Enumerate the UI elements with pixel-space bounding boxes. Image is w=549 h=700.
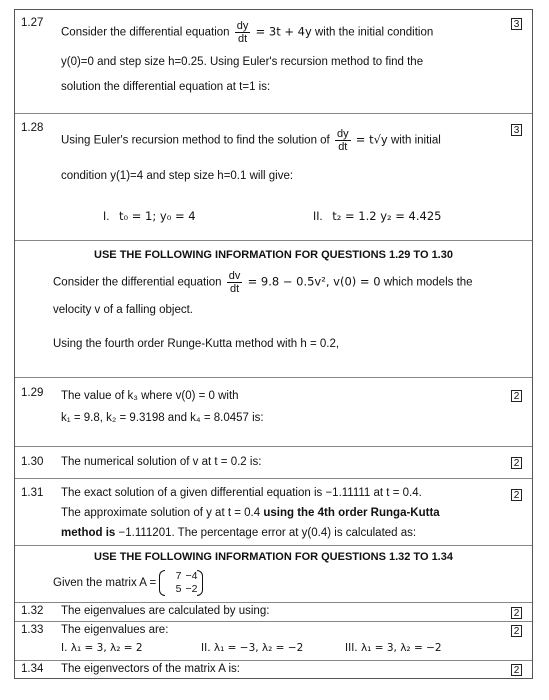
fraction-numerator: dy [336, 128, 349, 140]
question-1-33 [15, 622, 532, 661]
marks-box: 3 [511, 18, 522, 30]
info-line: Using the fourth order Runge-Kutta method with h = 0.2, [53, 338, 340, 350]
matrix-cell: 5 [175, 583, 182, 595]
info-block-1-29-1-30 [15, 241, 532, 378]
question-line: solution the differential equation at t=1 is: [61, 81, 271, 93]
question-number: 1.27 [21, 17, 44, 29]
matrix-a [159, 570, 203, 596]
option-label: I. [103, 211, 110, 223]
question-table [14, 9, 533, 679]
question-text: Using Euler's recursion method to find the solution of [61, 134, 330, 147]
question-line [61, 20, 433, 45]
question-1-27 [15, 10, 532, 114]
marks-box: 2 [511, 390, 522, 402]
question-text: with initial [390, 134, 441, 147]
info-text: Given the matrix A = [53, 577, 157, 590]
question-line: The eigenvalues are calculated by using: [61, 605, 270, 617]
info-text: Consider the differential equation [53, 276, 222, 289]
marks-box: 2 [511, 607, 522, 619]
derivative-fraction [335, 128, 351, 153]
info-line [53, 270, 473, 295]
equation-rhs: = 9.8 − 0.5v², v(0) = 0 [247, 274, 381, 289]
info-line: velocity v of a falling object. [53, 304, 193, 316]
question-1-28 [15, 114, 532, 241]
question-line [61, 527, 416, 539]
question-text: with the initial condition [315, 26, 434, 39]
option-2 [313, 209, 441, 223]
matrix-cell: 7 [175, 570, 182, 582]
option-1 [103, 209, 196, 223]
option-label: II. [313, 211, 323, 223]
info-header: USE THE FOLLOWING INFORMATION FOR QUESTIONS 1.32 TO 1.34 [94, 551, 453, 563]
fraction-denominator: dt [238, 33, 248, 45]
option-2: II. λ₁ = −3, λ₂ = −2 [201, 642, 304, 654]
option-text: t₂ = 1.2 y₂ = 4.425 [332, 209, 442, 223]
matrix-cell: −2 [185, 583, 198, 595]
question-number: 1.28 [21, 122, 44, 134]
question-line: The eigenvectors of the matrix A is: [61, 663, 240, 675]
fraction-numerator: dv [228, 270, 241, 282]
question-1-32 [15, 603, 532, 622]
question-line: The numerical solution of v at t = 0.2 is: [61, 456, 262, 468]
option-1: I. λ₁ = 3, λ₂ = 2 [61, 642, 143, 654]
question-text-bold: method is [61, 527, 116, 539]
question-number: 1.32 [21, 605, 44, 617]
question-1-31 [15, 479, 532, 546]
fraction-denominator: dt [338, 141, 348, 153]
question-text-bold: using the 4th order Runga-Kutta [263, 507, 440, 519]
question-line: The eigenvalues are: [61, 624, 169, 636]
fraction-numerator: dy [236, 20, 249, 32]
option-3: III. λ₁ = 3, λ₂ = −2 [345, 642, 442, 654]
question-1-34 [15, 661, 532, 678]
info-header: USE THE FOLLOWING INFORMATION FOR QUESTIONS 1.29 TO 1.30 [94, 249, 453, 261]
question-line: The exact solution of a given differential equation is −1.11111 at t = 0.4. [61, 487, 422, 499]
marks-box: 3 [511, 124, 522, 136]
question-line: The value of k₃ where v(0) = 0 with [61, 390, 239, 402]
marks-box: 2 [511, 457, 522, 469]
question-number: 1.29 [21, 387, 44, 399]
question-1-30 [15, 447, 532, 479]
derivative-fraction [235, 20, 251, 45]
matrix-cell: −4 [185, 570, 198, 582]
question-line: k₁ = 9.8, k₂ = 9.3198 and k₄ = 8.0457 is: [61, 412, 264, 424]
question-line: condition y(1)=4 and step size h=0.1 will give: [61, 170, 294, 182]
question-number: 1.34 [21, 663, 44, 675]
info-text: which models the [383, 276, 473, 289]
info-block-1-32-1-34 [15, 546, 532, 603]
marks-box: 2 [511, 489, 522, 501]
question-1-29 [15, 378, 532, 447]
question-line [61, 128, 441, 153]
option-text: t₀ = 1; y₀ = 4 [118, 209, 196, 223]
question-text: −1.111201. The percentage error at y(0.4) is calculated as: [118, 527, 417, 539]
question-number: 1.33 [21, 624, 44, 636]
equation-rhs: = 3t + 4y [255, 24, 312, 39]
question-text: Consider the differential equation [61, 26, 230, 39]
question-line [61, 507, 440, 519]
question-number: 1.30 [21, 456, 44, 468]
equation-rhs: = t√y [355, 132, 388, 147]
info-line [53, 570, 203, 596]
question-line: y(0)=0 and step size h=0.25. Using Euler's recursion method to find the [61, 56, 424, 68]
question-text: The approximate solution of y at t = 0.4 [61, 507, 261, 519]
fraction-denominator: dt [230, 283, 240, 295]
derivative-fraction [227, 270, 243, 295]
marks-box: 2 [511, 625, 522, 637]
marks-box: 2 [511, 664, 522, 676]
question-number: 1.31 [21, 487, 44, 499]
